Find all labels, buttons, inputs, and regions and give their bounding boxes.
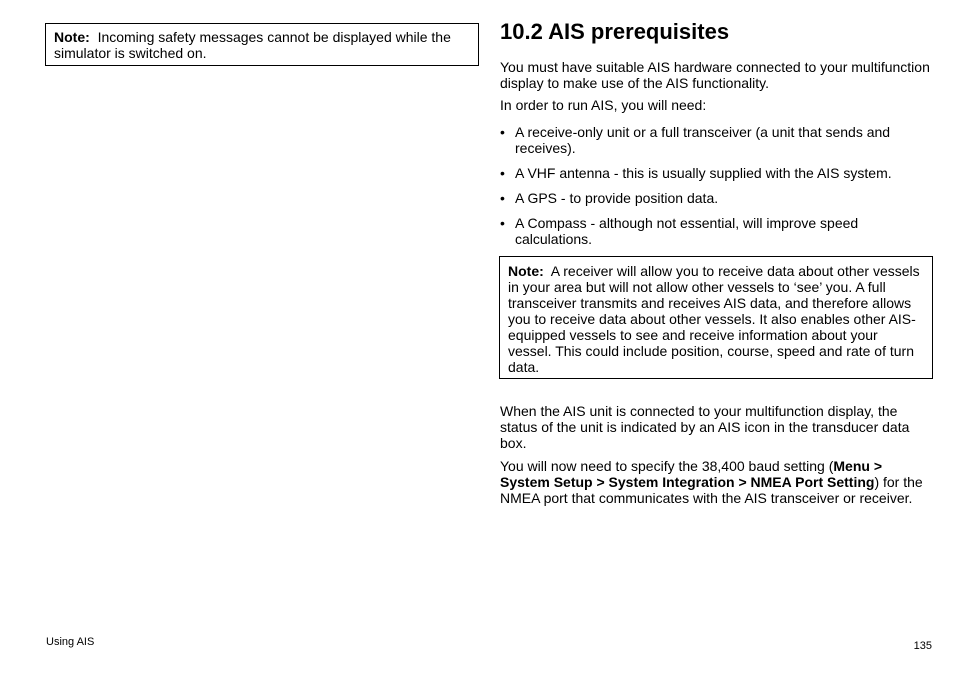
list-item-text: A receive-only unit or a full transceiver (a unit that sends and receives).	[515, 124, 891, 156]
menu-path: Menu > System Setup > System Integration > NMEA Port Setting	[500, 458, 882, 490]
list-item	[500, 165, 932, 181]
list-item	[500, 190, 932, 206]
simulator-note	[45, 23, 479, 66]
list-item	[500, 124, 932, 156]
bullet-dot: •	[500, 165, 505, 181]
baud-text-before: You will now need to specify the 38,400 baud setting (	[500, 458, 834, 474]
page-number: 135	[913, 640, 932, 652]
bullet-dot: •	[500, 124, 505, 140]
list-item	[500, 215, 932, 247]
list-item-text: A VHF antenna - this is usually supplied with the AIS system.	[515, 165, 892, 181]
bullet-dot: •	[500, 190, 505, 206]
note-text: Incoming safety messages cannot be displayed while the simulator is switched on.	[54, 29, 451, 61]
requirements-list	[500, 124, 932, 256]
requirements-lead: In order to run AIS, you will need:	[500, 97, 707, 113]
intro-paragraph: You must have suitable AIS hardware connected to your multifunction display to make use of the AIS functionality.	[500, 59, 930, 91]
section-title: 10.2 AIS prerequisites	[500, 19, 730, 44]
list-item-text: A GPS - to provide position data.	[515, 190, 719, 206]
status-paragraph: When the AIS unit is connected to your multifunction display, the status of the unit is indicated by an AIS icon in the transducer data box.	[500, 403, 910, 451]
receiver-note	[499, 256, 933, 379]
footer-chapter: Using AIS	[46, 636, 95, 648]
baud-text-after: ) for the NMEA port that communicates with the AIS transceiver or receiver.	[500, 474, 923, 506]
note-label: Note:	[508, 263, 544, 279]
baud-paragraph	[500, 458, 932, 506]
note-label: Note:	[54, 29, 90, 45]
list-item-text: A Compass - although not essential, will improve speed calculations.	[515, 215, 859, 247]
bullet-dot: •	[500, 215, 505, 231]
note-text: A receiver will allow you to receive data about other vessels in your area but will not allow other vessels to ‘see’ you. A full transceiver transmits and receives AIS data, and therefore allows you to receive data about other vessels. It also enables other AIS-equipped vessels to see and receive information about your vessel. This could include position, course, speed and rate of turn data.	[508, 263, 920, 375]
